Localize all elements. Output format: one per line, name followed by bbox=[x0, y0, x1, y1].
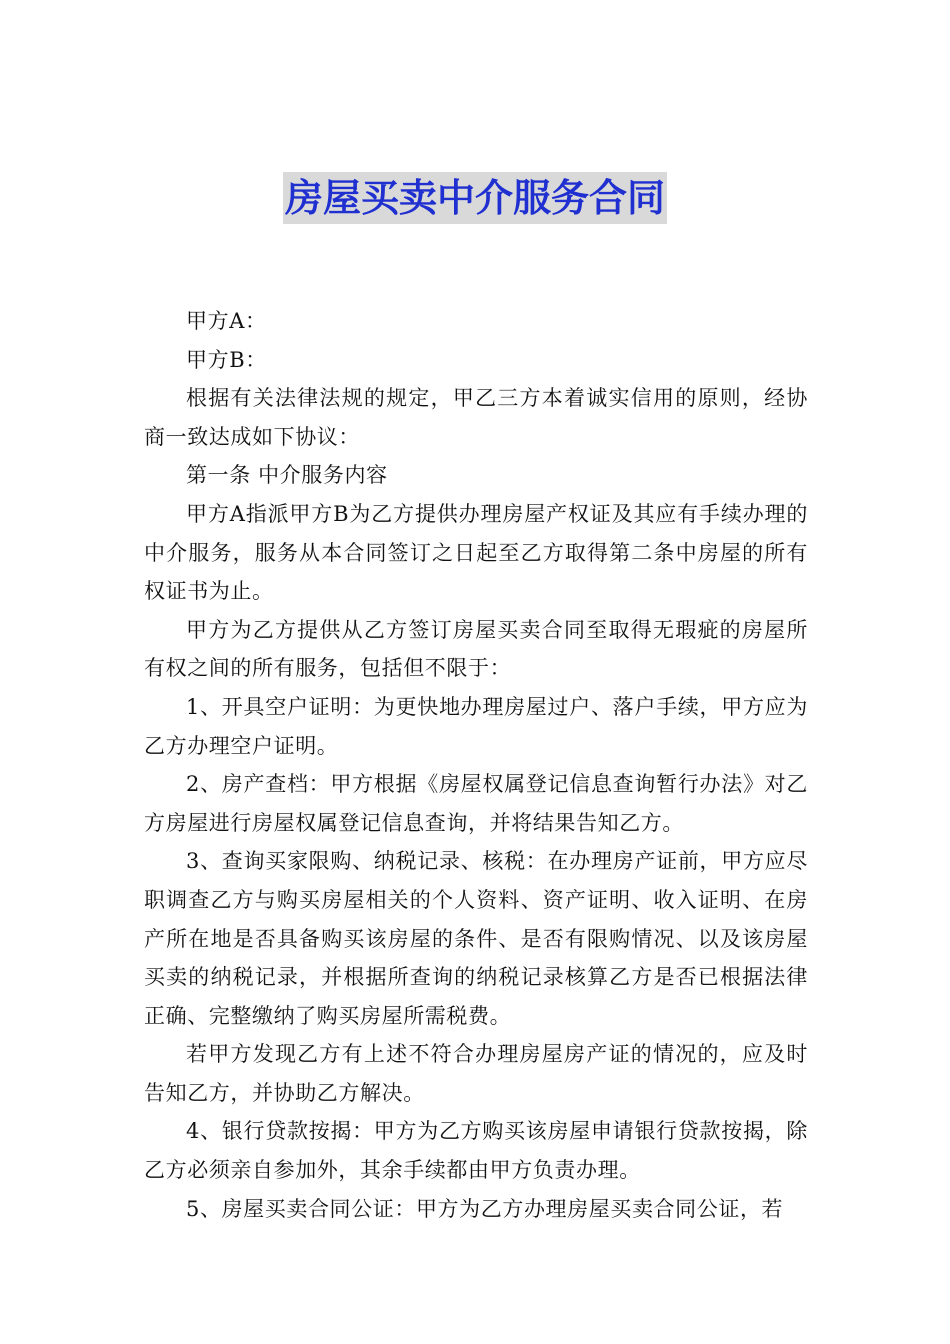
paragraph-article-1-heading: 第一条 中介服务内容 bbox=[186, 463, 388, 488]
paragraph-article-1-scope: 甲方A指派甲方B为乙方提供办理房屋产权证及其应有手续办理的中介服务，服务从本合同签订之日起至乙方取得第二条中房屋的所有权证书为止。 bbox=[144, 501, 808, 604]
title-container bbox=[0, 172, 950, 224]
paragraph-item-2: 2、房产查档：甲方根据《房屋权属登记信息查询暂行办法》对乙方房屋进行房屋权属登记信息查询，并将结果告知乙方。 bbox=[144, 772, 808, 835]
paragraph-services-intro: 甲方为乙方提供从乙方签订房屋买卖合同至取得无瑕疵的房屋所有权之间的所有服务，包括但不限于： bbox=[144, 617, 808, 681]
paragraph-item-3: 3、查询买家限购、纳税记录、核税：在办理房产证前，甲方应尽职调查乙方与购买房屋相关的个人资料、资产证明、收入证明、在房产所在地是否具备购买该房屋的条件、是否有限购情况、以及该房屋买卖的纳税记录，并根据所查询的纳税记录核算乙方是否已根据法律正确、完整缴纳了购买房屋所需税费。 bbox=[144, 849, 808, 1028]
paragraph-item-1: 1、开具空户证明：为更快地办理房屋过户、落户手续，甲方应为乙方办理空户证明。 bbox=[144, 694, 808, 758]
paragraph-item-4: 4、银行贷款按揭：甲方为乙方购买该房屋申请银行贷款按揭，除乙方必须亲自参加外，其余手续都由甲方负责办理。 bbox=[144, 1119, 808, 1183]
paragraph-preamble: 根据有关法律法规的规定，甲乙三方本着诚实信用的原则，经协商一致达成如下协议： bbox=[144, 386, 808, 449]
paragraph-party-a: 甲方A： bbox=[186, 309, 267, 333]
document-body bbox=[144, 302, 808, 1228]
paragraph-item-5: 5、房屋买卖合同公证：甲方为乙方办理房屋买卖合同公证，若 bbox=[186, 1196, 784, 1221]
paragraph-party-b: 甲方B： bbox=[186, 347, 267, 372]
paragraph-item-3-note: 若甲方发现乙方有上述不符合办理房屋房产证的情况的，应及时告知乙方，并协助乙方解决。 bbox=[144, 1042, 808, 1105]
document-title: 房屋买卖中介服务合同 bbox=[283, 172, 667, 224]
